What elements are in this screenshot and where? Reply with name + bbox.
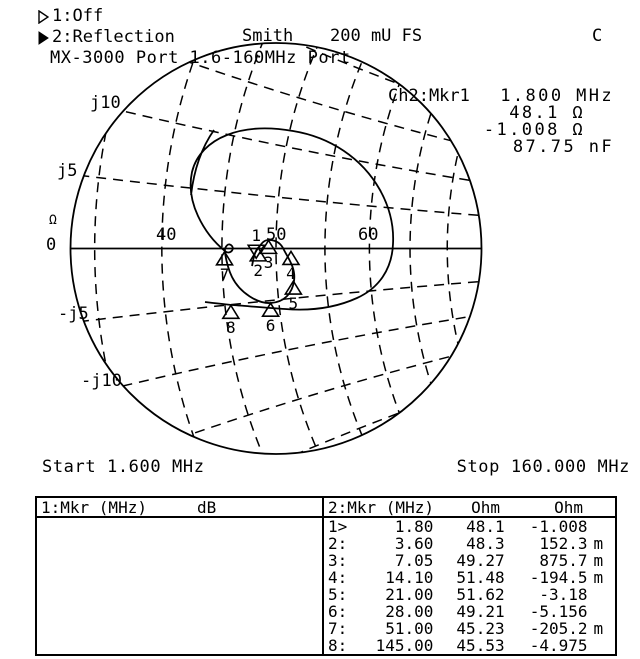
marker-table-row — [324, 569, 615, 586]
axis-label--j10: -j10 — [81, 371, 122, 391]
marker-2-number: 2 — [253, 260, 264, 280]
marker-table-row — [324, 603, 615, 620]
cell-idx: 8: — [328, 636, 348, 654]
cell-freq: 28.00 — [385, 602, 434, 621]
axis-label-j10: j10 — [90, 93, 121, 113]
marker-table-ch1-panel — [37, 498, 324, 654]
sweep-start: Start 1.600 MHz — [42, 457, 205, 477]
cell-freq: 14.10 — [385, 568, 434, 587]
cell-r: 45.53 — [456, 636, 505, 654]
cell-x: -1.008 — [529, 518, 588, 536]
cell-m — [588, 586, 615, 603]
cell-r: 51.62 — [456, 585, 505, 604]
readout-frequency: 1.800 MHz — [500, 86, 614, 106]
cell-freq: 3.60 — [394, 534, 434, 553]
channel1-cursor-icon — [38, 10, 49, 24]
cell-x: -4.975 — [529, 636, 588, 654]
display-format: Smith — [242, 26, 294, 46]
marker-table-row — [324, 637, 615, 654]
cell-freq: 7.05 — [394, 551, 434, 570]
marker-table-ch2-panel — [324, 498, 615, 654]
marker-4-number: 4 — [286, 264, 296, 284]
cell-r: 49.21 — [456, 602, 505, 621]
cell-m — [588, 603, 615, 620]
marker-table-row — [324, 586, 615, 603]
marker-table — [35, 496, 617, 656]
cell-m: m — [593, 568, 604, 587]
marker-6-triangle[interactable] — [263, 303, 279, 316]
cell-x: -194.5 — [529, 568, 588, 587]
cell-x: -5.156 — [529, 602, 588, 621]
ch2-table-header — [324, 498, 615, 518]
sweep-stop: Stop 160.000 MHz — [456, 457, 630, 477]
axis-label-Ω: Ω — [49, 213, 57, 228]
cell-idx: 7: — [328, 619, 348, 638]
axis-label-60: 60 — [358, 225, 379, 245]
cell-x: 152.3 — [539, 534, 588, 553]
cell-idx: 5: — [328, 585, 348, 604]
readout-label: Ch2:Mkr1 — [388, 86, 470, 106]
ch2-header-ohm-r: Ohm — [471, 498, 500, 517]
marker-table-row — [324, 552, 615, 569]
cell-x: 875.7 — [539, 551, 588, 570]
channel2-cursor-icon — [38, 31, 49, 45]
cell-m: m — [593, 534, 604, 553]
trace-title: MX-3000 Port 1.6-160MHz Port — [50, 48, 351, 68]
ch2-header-ohm-x: Ohm — [554, 498, 583, 517]
cell-x: -3.18 — [539, 585, 588, 604]
cell-r: 45.23 — [456, 619, 505, 638]
display-scale: 200 mU FS — [330, 26, 423, 46]
cell-idx: 6: — [328, 602, 348, 621]
cell-r: 48.3 — [466, 534, 505, 553]
readout-resistance: 48.1 Ω — [509, 103, 585, 123]
readout-capacitance: 87.75 nF — [512, 137, 614, 157]
cell-m — [588, 637, 615, 654]
marker-table-row — [324, 620, 615, 637]
cell-idx: 2: — [328, 534, 348, 553]
ch2-table-rows — [324, 518, 615, 654]
axis-label-50: 50 — [266, 225, 287, 245]
marker-3-number: 3 — [263, 253, 274, 273]
channel2-label: 2:Reflection — [52, 27, 175, 47]
axis-label-j5: j5 — [57, 161, 78, 181]
cell-r: 49.27 — [456, 551, 505, 570]
cell-m — [588, 518, 615, 535]
cell-x: -205.2 — [529, 619, 588, 638]
cell-m: m — [593, 551, 604, 570]
ch1-table-rows — [37, 518, 322, 654]
axis-label--j5: -j5 — [58, 304, 89, 324]
marker-7-number: 7 — [219, 264, 230, 284]
cell-r: 51.48 — [456, 568, 505, 587]
cell-freq: 51.00 — [385, 619, 434, 638]
cell-r: 48.1 — [466, 518, 505, 536]
cell-idx: 4: — [328, 568, 348, 587]
calibration-flag: C — [592, 26, 603, 46]
marker-6-number: 6 — [265, 316, 276, 336]
cell-m: m — [593, 619, 604, 638]
cell-idx: 1> — [328, 518, 348, 536]
channel1-label: 1:Off — [52, 6, 104, 26]
ch1-header-db: dB — [197, 498, 217, 517]
cell-freq: 145.00 — [375, 636, 434, 654]
marker-table-row — [324, 518, 615, 535]
marker-table-row — [324, 535, 615, 552]
ch2-header-label: 2:Mkr (MHz) — [328, 498, 434, 517]
marker-8-number: 8 — [226, 318, 236, 338]
axis-label-40: 40 — [156, 225, 177, 245]
readout-reactance: -1.008 Ω — [483, 120, 585, 140]
ch1-header-label: 1:Mkr (MHz) — [41, 498, 147, 517]
cell-idx: 3: — [328, 551, 348, 570]
marker-5-number: 5 — [288, 294, 299, 314]
ch1-table-header — [37, 498, 322, 518]
marker-1-number: 1 — [251, 226, 262, 246]
cell-freq: 21.00 — [385, 585, 434, 604]
cell-freq: 1.80 — [394, 518, 434, 536]
axis-label-0: 0 — [46, 235, 57, 255]
